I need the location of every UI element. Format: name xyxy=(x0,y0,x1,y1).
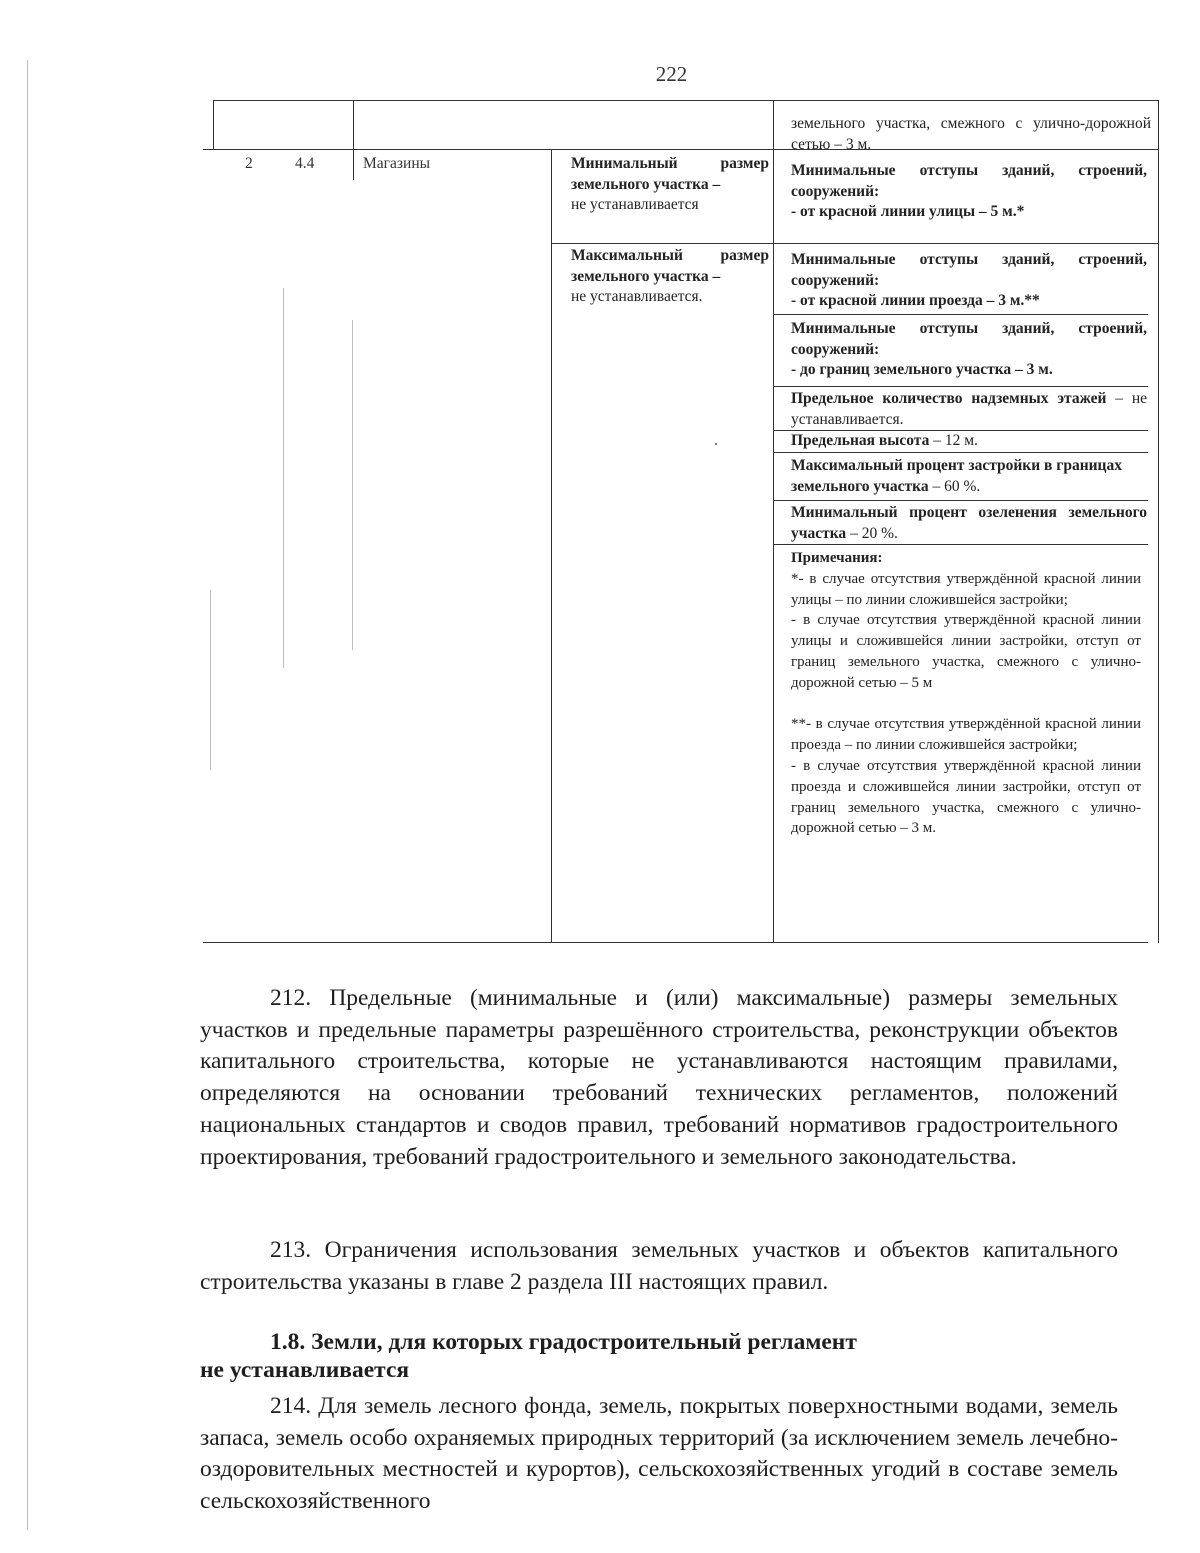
param-detail: – не устанавливается. xyxy=(791,390,1147,428)
paragraph-213: 213. Ограничения использования земельных участков и объектов капитального строительства указаны в главе 2 раздела III настоящих правил. xyxy=(200,1237,1118,1295)
param-setback-driveway xyxy=(791,250,1147,312)
table-line xyxy=(773,500,1148,501)
table-line xyxy=(213,100,1158,101)
param-detail: – 12 м. xyxy=(929,432,978,449)
param-title: Предельное количество надземных этажей xyxy=(791,390,1107,407)
notes-title: Примечания: xyxy=(791,550,883,566)
param-setback-street xyxy=(791,161,1147,223)
table-line xyxy=(551,243,1158,244)
param-height xyxy=(791,431,1147,452)
table-line xyxy=(773,314,1148,315)
table-line xyxy=(203,942,1148,943)
param-title: Предельная высота xyxy=(791,432,930,449)
param-title: Минимальные отступы зданий, строений, сооружений: xyxy=(791,251,1147,289)
row-code: 4.4 xyxy=(295,155,315,172)
scan-speck xyxy=(715,443,717,445)
section-heading-line-2: не устанавливается xyxy=(200,1357,410,1383)
paragraph-212: 212. Предельные (минимальные и (или) максимальные) размеры земельных участков и предельные параметры разрешённого строительства, реконструкции объектов капитального строительства, которые не устанавливаются настоящим правилами, определяются на основании требований технических регламентов, положений национальных стандартов и сводов правил, требований нормативов градостроительного проектирования, требований градостроительного и земельного законодательства. xyxy=(200,985,1118,1170)
min-plot-size-title: Минимальный размер земельного участка – xyxy=(571,155,769,193)
table-line xyxy=(551,149,552,943)
min-plot-size-cell xyxy=(571,154,769,216)
note-item: - в случае отсутствия утверждённой красной линии улицы и сложившейся линии застройки, отступ от границ земельного участка, смежного с улично-дорожной сетью – 5 м xyxy=(791,612,1141,691)
max-plot-size-value: не устанавливается. xyxy=(571,288,703,305)
note-item: - в случае отсутствия утверждённой красной линии проезда и сложившейся линии застройки, отступ от границ земельного участка, смежного с улично-дорожной сетью – 3 м. xyxy=(791,757,1141,837)
scan-artifact-left-mark-2 xyxy=(352,320,353,650)
page-number: 222 xyxy=(655,62,688,86)
max-plot-size-cell xyxy=(571,246,769,308)
table-line xyxy=(773,100,774,943)
scan-artifact-left-mark-3 xyxy=(210,590,211,770)
note-item: *- в случае отсутствия утверждённой красной линии улицы – по линии сложившейся застройки; xyxy=(791,570,1141,608)
row-use-name: Магазины xyxy=(363,155,431,172)
table-line xyxy=(1158,100,1159,943)
param-detail: - до границ земельного участка – 3 м. xyxy=(791,361,1053,378)
param-detail: – 60 %. xyxy=(928,477,981,495)
param-title: Максимальный процент застройки в границах земельного участка xyxy=(791,457,1122,495)
table-line xyxy=(353,100,354,180)
max-plot-size-title: Максимальный размер земельного участка – xyxy=(571,247,769,285)
table-line xyxy=(773,452,1148,453)
min-plot-size-value: не устанавливается xyxy=(571,196,699,213)
param-detail: - от красной линии улицы – 5 м.* xyxy=(791,203,1025,220)
paragraph-214: 214. Для земель лесного фонда, земель, покрытых поверхностными водами, земель запаса, земель особо охраняемых природных территорий (за исключением земель лечебно-оздоровительных местностей и курортов), сельскохозяйственных угодий в составе земель сельскохозяйственного xyxy=(200,1393,1118,1515)
table-line xyxy=(213,100,214,150)
param-title: Минимальные отступы зданий, строений, сооружений: xyxy=(791,162,1147,200)
scan-artifact-left-mark-1 xyxy=(283,288,284,668)
param-title: Минимальные отступы зданий, строений, сооружений: xyxy=(791,320,1147,358)
prev-row-tail-text: земельного участка, смежного с улично-дорожной сетью – 3 м. xyxy=(791,115,1151,153)
param-floors xyxy=(791,389,1147,430)
param-min-greening xyxy=(791,503,1147,544)
notes-cell xyxy=(791,548,1141,839)
param-detail: - от красной линии проезда – 3 м.** xyxy=(791,292,1040,309)
param-detail: – 20 %. xyxy=(846,524,898,542)
table-line xyxy=(773,544,1148,545)
section-heading-line-1: 1.8. Земли, для которых градостроительный регламент xyxy=(270,1329,857,1355)
table-line xyxy=(773,386,1148,387)
note-item: **- в случае отсутствия утверждённой красной линии проезда – по линии сложившейся застройки; xyxy=(791,716,1141,754)
param-setback-plot-border xyxy=(791,319,1147,381)
row-index: 2 xyxy=(245,155,253,172)
scan-artifact-left-edge xyxy=(27,60,28,1530)
param-max-coverage xyxy=(791,456,1147,497)
param-title: Минимальный процент озеленения земельного участка xyxy=(791,504,1147,542)
section-heading xyxy=(200,1328,1118,1384)
